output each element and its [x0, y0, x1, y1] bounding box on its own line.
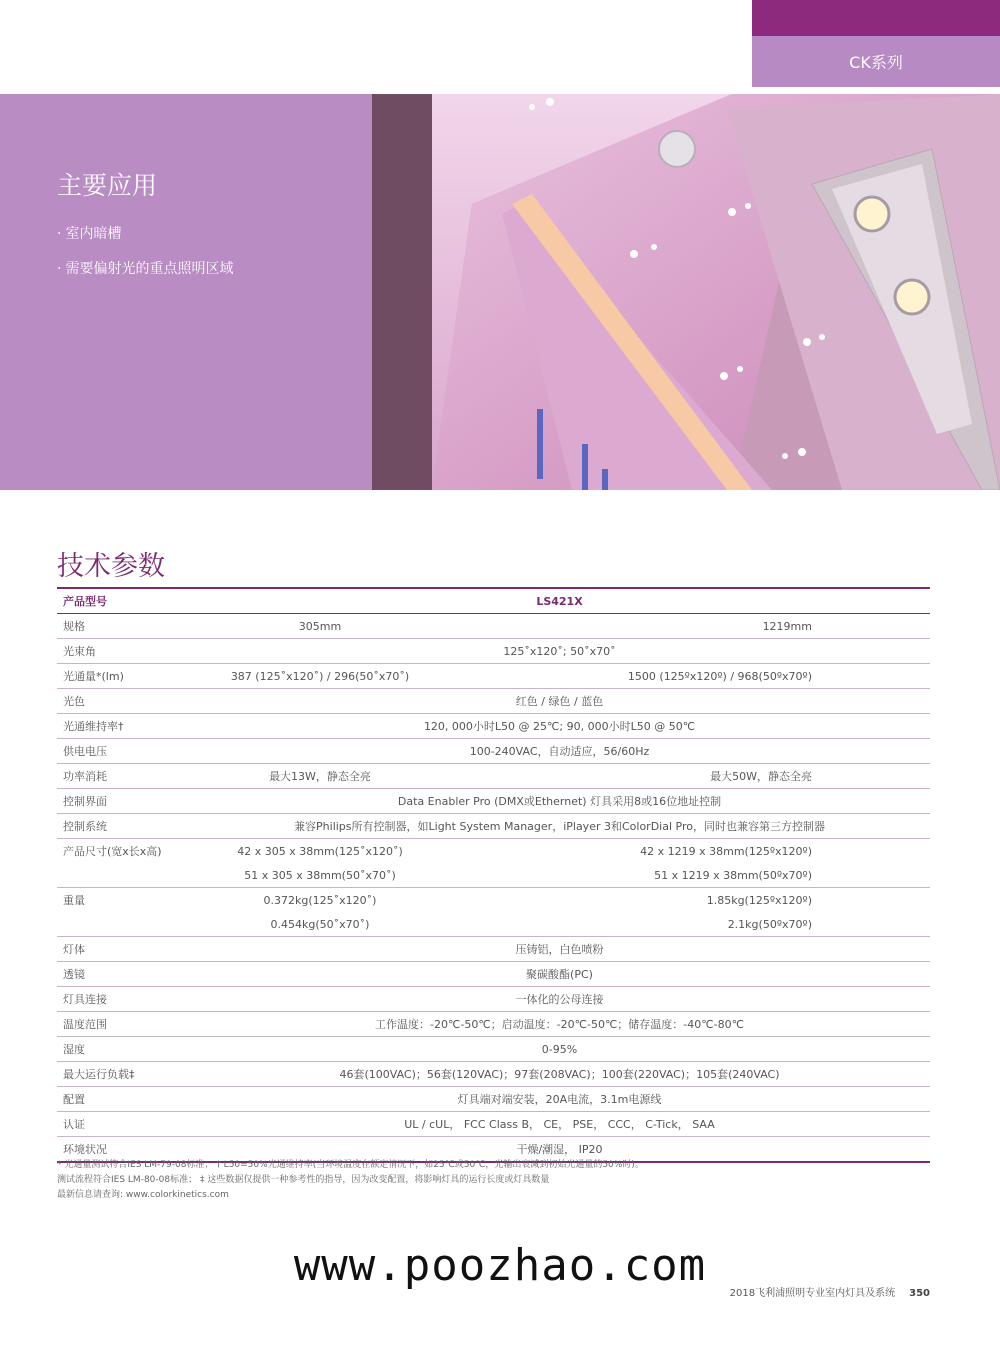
spec-value-long: 1.85kg(125ºx120º)	[706, 893, 812, 907]
page-number: 350	[909, 1288, 930, 1299]
series-tab-bar	[752, 0, 1000, 36]
spec-label: 重量	[63, 894, 85, 907]
ceiling-lighting-illustration	[372, 94, 1000, 490]
spec-label: 认证	[57, 1112, 189, 1137]
spec-row	[57, 689, 930, 714]
spec-value: 0-95%	[189, 1037, 930, 1062]
spec-value: 125˚x120˚; 50˚x70˚	[189, 639, 930, 664]
series-label: CK系列	[849, 53, 903, 72]
spec-row	[57, 912, 930, 937]
spec-value-short: 42 x 305 x 38mm(125˚x120˚)	[237, 844, 403, 858]
spec-label: 湿度	[57, 1037, 189, 1062]
spec-value: 兼容Philips所有控制器，如Light System Manager，iPlayer 3和ColorDial Pro，同时也兼容第三方控制器	[189, 814, 930, 839]
applications-title: 主要应用	[57, 171, 158, 200]
spec-label: 光色	[57, 689, 189, 714]
page-footer	[730, 1284, 930, 1299]
spec-value: 灯具端对端安装，20A电流，3.1m电源线	[189, 1087, 930, 1112]
footnote-link: 最新信息请查询: www.colorkinetics.com	[57, 1190, 229, 1200]
spec-label-empty	[57, 863, 189, 888]
spec-row	[57, 863, 930, 888]
spec-row	[57, 1012, 930, 1037]
spec-row	[57, 962, 930, 987]
spec-row	[57, 937, 930, 962]
product-photo	[372, 94, 1000, 490]
applications-list	[57, 224, 233, 294]
spec-label: 供电电压	[57, 739, 189, 764]
spec-label: 配置	[57, 1087, 189, 1112]
spec-title: 技术参数	[57, 551, 165, 582]
spec-label: 光通维持率†	[57, 714, 189, 739]
watermark-url: www.poozhao.com	[293, 1240, 707, 1291]
footer-catalog-title: 2018飞利浦照明专业室内灯具及系统	[729, 1288, 896, 1299]
spec-header-model: LS421X	[189, 588, 930, 614]
footnote-line: * 光通量测试符合IES LM-79-08标准； † L50=50%光通维持率(当环境温度在额定情况下，如25℃或50℃，光输出衰减到初始光通量的50%时)。	[57, 1160, 644, 1170]
spec-value-short: 51 x 305 x 38mm(50˚x70˚)	[189, 863, 451, 888]
spec-value: 红色 / 绿色 / 蓝色	[189, 689, 930, 714]
spec-label: 产品尺寸(宽x长x高)	[63, 845, 162, 858]
spec-row	[57, 664, 930, 689]
spec-value: 干燥/潮湿， IP20	[189, 1137, 930, 1163]
spec-value-long: 1500 (125ºx120º) / 968(50ºx70º)	[451, 664, 930, 689]
spec-label-empty	[57, 912, 189, 937]
spec-value-short: 0.372kg(125˚x120˚)	[263, 893, 377, 907]
spec-row	[57, 789, 930, 814]
footnote-line: 测试流程符合IES LM-80-08标准； ‡ 这些数据仅提供一种参考性的指导，因为改变配置，将影响灯具的运行长度或灯具数量	[57, 1175, 550, 1185]
spec-row	[57, 739, 930, 764]
spec-value-short: 最大13W，静态全亮	[189, 764, 451, 789]
spec-row	[57, 987, 930, 1012]
spec-value: 工作温度：-20℃-50℃；启动温度：-20℃-50℃；储存温度：-40℃-80℃	[189, 1012, 930, 1037]
spec-row	[57, 1087, 930, 1112]
applications-panel	[0, 94, 372, 490]
footnotes	[57, 1158, 644, 1203]
spec-row	[57, 839, 930, 864]
spec-value-long: 最大50W，静态全亮	[451, 764, 930, 789]
spec-value-short: 305mm	[189, 614, 451, 639]
spec-table	[57, 587, 930, 1163]
spec-row	[57, 1062, 930, 1087]
spec-header-row	[57, 588, 930, 614]
spec-value-short: 0.454kg(50˚x70˚)	[189, 912, 451, 937]
spec-value-long: 1219mm	[451, 614, 930, 639]
spec-row	[57, 1037, 930, 1062]
spec-label: 控制系统	[57, 814, 189, 839]
spec-label: 环境状况	[57, 1137, 189, 1163]
spec-label: 灯具连接	[57, 987, 189, 1012]
spec-value: 压铸铝，白色喷粉	[189, 937, 930, 962]
spec-value: 一体化的公母连接	[189, 987, 930, 1012]
spec-label: 功率消耗	[57, 764, 189, 789]
spec-row	[57, 614, 930, 639]
application-item: · 室内暗槽	[57, 226, 122, 242]
spec-label: 灯体	[57, 937, 189, 962]
spec-label: 最大运行负载‡	[57, 1062, 189, 1087]
spec-value: 46套(100VAC)；56套(120VAC)；97套(208VAC)；100套(220VAC)；105套(240VAC)	[189, 1062, 930, 1087]
spec-label: 光通量*(lm)	[57, 664, 189, 689]
spec-row	[57, 888, 930, 913]
spec-row	[57, 639, 930, 664]
spec-value: UL / cUL， FCC Class B， CE， PSE， CCC， C-Tick， SAA	[189, 1112, 930, 1137]
spec-value: 120, 000小时L50 @ 25℃; 90, 000小时L50 @ 50℃	[189, 714, 930, 739]
spec-label: 透镜	[57, 962, 189, 987]
spec-value: Data Enabler Pro (DMX或Ethernet) 灯具采用8或16位地址控制	[189, 789, 930, 814]
spec-label: 规格	[57, 614, 189, 639]
spec-value: 100-240VAC，自动适应，56/60Hz	[189, 739, 930, 764]
spec-value-long: 2.1kg(50ºx70º)	[451, 912, 930, 937]
spec-row	[57, 764, 930, 789]
series-tab	[752, 36, 1000, 87]
spec-label: 温度范围	[57, 1012, 189, 1037]
spec-value-long: 42 x 1219 x 38mm(125ºx120º)	[640, 844, 812, 858]
spec-value: 聚碳酸酯(PC)	[189, 962, 930, 987]
spec-row	[57, 814, 930, 839]
spec-row	[57, 714, 930, 739]
spec-value-short: 387 (125˚x120˚) / 296(50˚x70˚)	[189, 664, 451, 689]
spec-label: 光束角	[57, 639, 189, 664]
spec-row	[57, 1112, 930, 1137]
application-item: · 需要偏射光的重点照明区域	[57, 261, 234, 277]
spec-header-label: 产品型号	[57, 588, 189, 614]
spec-label: 控制界面	[57, 789, 189, 814]
spec-value-long: 51 x 1219 x 38mm(50ºx70º)	[451, 863, 930, 888]
